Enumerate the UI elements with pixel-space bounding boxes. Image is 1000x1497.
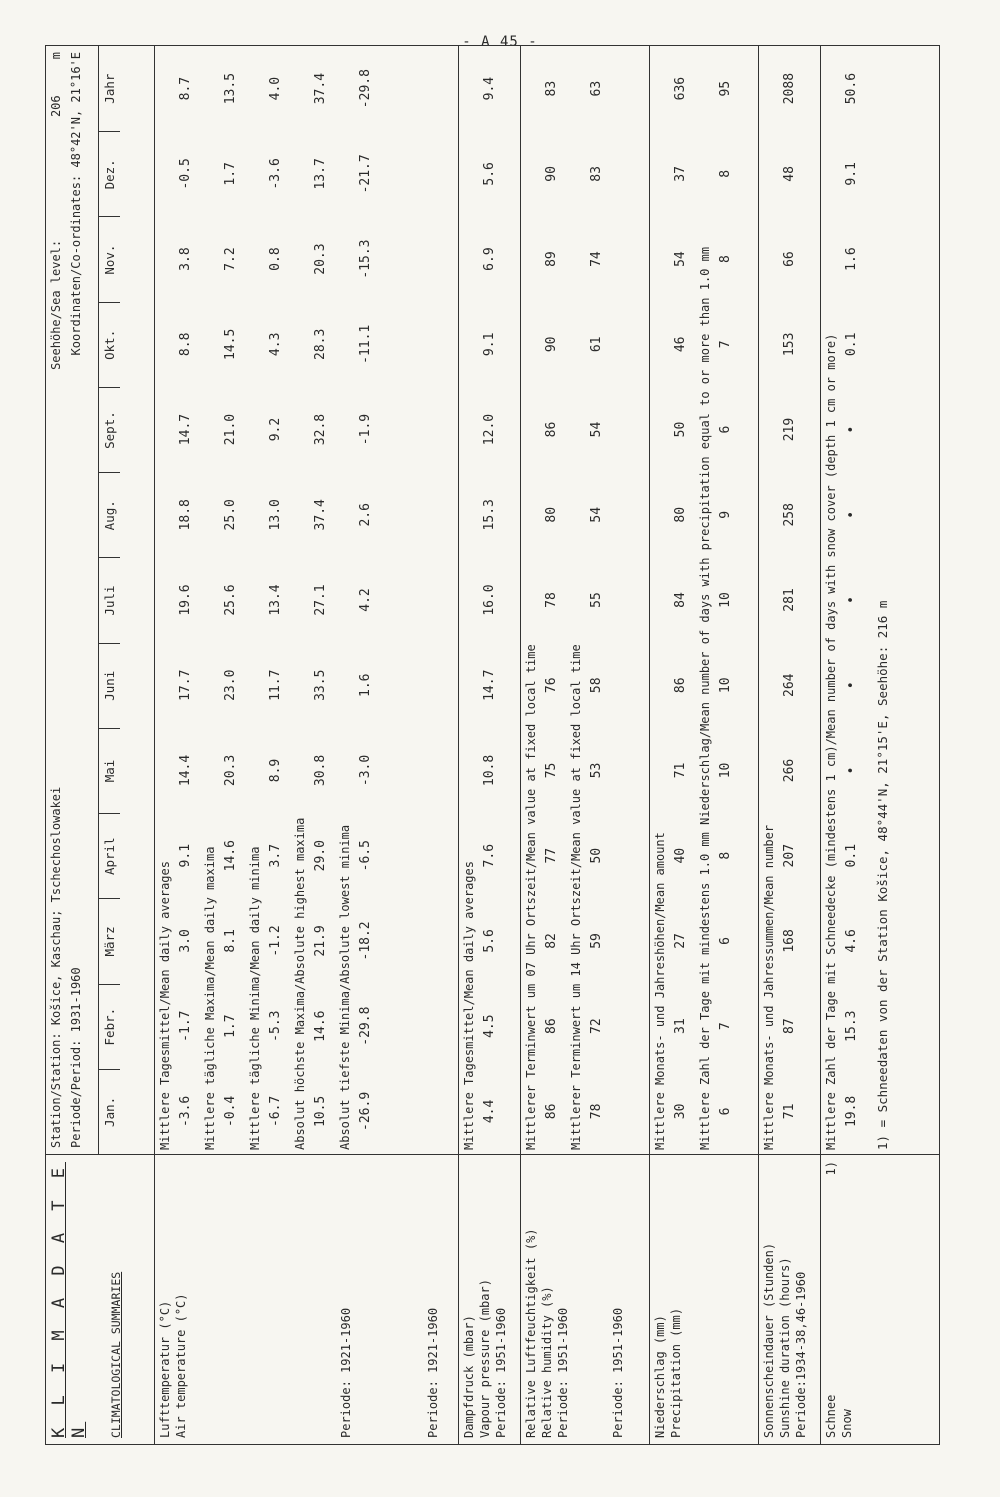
row-caption: Mittlere Tagesmittel/Mean daily averages	[157, 861, 172, 1150]
value-cell: 84	[673, 592, 689, 608]
snow-data	[821, 46, 940, 1155]
value-cell: 30.8	[312, 754, 328, 787]
sunshine-period: Periode:1934-38,46-1960	[793, 1271, 808, 1438]
value-row	[712, 46, 743, 1154]
value-cell: 31	[673, 1018, 689, 1034]
value-cell: 3.7	[267, 843, 283, 868]
value-cell: -0.4	[222, 1095, 238, 1128]
row-caption: Mittlere tägliche Maxima/Mean daily maxima	[202, 846, 217, 1150]
value-cell: 25.6	[222, 584, 238, 616]
value-cell: 207	[781, 843, 797, 868]
value-cell: 9.1	[177, 843, 193, 868]
value-cell: 50	[589, 847, 605, 864]
value-cell: 8	[718, 255, 734, 263]
value-cell: 1.6	[844, 247, 860, 271]
value-cell: -26.9	[357, 1091, 373, 1131]
value-cell: 4.0	[267, 76, 283, 101]
value-cell: 74	[589, 251, 605, 267]
value-cell: -1.7	[177, 1010, 193, 1042]
vapour-label-en: Vapour pressure (mbar)	[477, 1279, 492, 1438]
value-row	[262, 46, 293, 1154]
value-cell: 219	[781, 417, 797, 442]
title-cell	[46, 1155, 155, 1445]
value-cell: 1.6	[357, 673, 373, 697]
value-cell: 95	[718, 80, 734, 97]
value-cell: 89	[544, 251, 560, 267]
page-number: - A 45 -	[462, 34, 538, 50]
value-cell: 1.7	[222, 162, 238, 186]
value-cell: 3.0	[177, 929, 193, 953]
value-cell: 66	[781, 251, 797, 267]
value-cell: 86	[544, 421, 560, 438]
value-cell: 82	[544, 933, 560, 949]
value-cell: 7	[718, 340, 734, 349]
snow-label-en: Snow	[840, 1409, 855, 1438]
sea-level-unit: m	[49, 52, 63, 60]
value-row	[667, 46, 698, 1154]
value-cell: -6.7	[267, 1095, 283, 1128]
value-cell: 7	[718, 1022, 734, 1031]
temp-period-b: Periode: 1921-1960	[425, 1307, 440, 1438]
value-cell: 14.7	[481, 669, 497, 701]
value-cell: -1.2	[267, 925, 283, 957]
value-cell: •	[844, 681, 860, 690]
value-cell: 12.0	[481, 413, 497, 446]
temp-label-en: Air temperature (°C)	[173, 1293, 188, 1438]
row-caption: Mittlerer Terminwert um 14 Uhr Ortszeit/Mean value at fixed local time	[569, 644, 584, 1150]
value-cell: 10	[718, 592, 734, 608]
vapour-data	[458, 46, 520, 1155]
value-cell: 8.9	[267, 758, 283, 783]
value-cell: 14.5	[222, 328, 238, 360]
value-cell: 16.0	[481, 584, 497, 616]
value-cell: 7.2	[222, 247, 238, 271]
value-cell: 10	[718, 677, 734, 694]
value-cell: 13.7	[312, 158, 328, 190]
sea-level-label: Seehöhe/Sea level:	[49, 239, 63, 370]
value-cell: 168	[781, 929, 797, 953]
humidity-period-a: Periode: 1951-1960	[556, 1307, 571, 1438]
value-cell: 90	[544, 166, 560, 182]
value-cell: 32.8	[312, 413, 328, 446]
value-row	[838, 46, 869, 1154]
value-cell: -3.6	[267, 158, 283, 190]
value-row	[538, 46, 569, 1154]
value-cell: 14.7	[177, 413, 193, 446]
value-cell: 58	[589, 677, 605, 694]
value-cell: 10	[718, 762, 734, 779]
climate-table-sheet	[45, 45, 940, 1445]
value-cell: •	[844, 425, 860, 434]
temp-label-de: Lufttemperatur (°C)	[157, 1300, 172, 1438]
value-cell: •	[844, 766, 860, 775]
value-cell: 63	[589, 80, 605, 97]
value-cell: 75	[544, 762, 560, 779]
value-cell: 1.7	[222, 1014, 238, 1038]
value-cell: 14.6	[312, 1010, 328, 1042]
value-cell: 11.7	[267, 669, 283, 701]
month-label: Juli	[99, 557, 120, 642]
month-label: Sept.	[99, 387, 120, 472]
temperature-label-cell	[154, 1155, 458, 1445]
value-cell: 27	[673, 933, 689, 949]
value-row	[352, 46, 383, 1154]
value-cell: 83	[589, 166, 605, 182]
value-cell: 4.3	[267, 332, 283, 357]
row-caption: Absolut höchste Maxima/Absolute highest maxima	[292, 817, 307, 1150]
row-caption: Mittlere Zahl der Tage mit mindestens 1.0 mm Niederschlag/Mean number of days with precipitation equal to or more than 1.0 mm	[698, 246, 713, 1150]
value-cell: 29.0	[312, 840, 328, 872]
humidity-data	[521, 46, 650, 1155]
value-cell: 54	[589, 421, 605, 438]
value-cell: 9.1	[844, 162, 860, 186]
value-cell: 5.6	[481, 162, 497, 186]
value-cell: 76	[544, 677, 560, 694]
value-cell: 9.4	[481, 76, 497, 101]
value-cell: 54	[589, 506, 605, 523]
value-cell: 9	[718, 510, 734, 519]
value-cell: 40	[673, 847, 689, 864]
value-cell: 13.4	[267, 584, 283, 616]
climate-table	[45, 45, 940, 1445]
value-row	[476, 46, 507, 1154]
value-cell: 71	[781, 1103, 797, 1120]
value-cell: 4.5	[481, 1014, 497, 1038]
value-cell: 266	[781, 758, 797, 783]
value-cell: 6	[718, 937, 734, 945]
value-cell: 21.9	[312, 925, 328, 957]
value-cell: -0.5	[177, 158, 193, 190]
value-cell: 86	[544, 1018, 560, 1034]
value-row	[776, 46, 807, 1154]
value-cell: 50	[673, 421, 689, 438]
value-cell: 5.6	[481, 929, 497, 953]
value-cell: 13.5	[222, 72, 238, 105]
value-cell: 0.1	[844, 843, 860, 868]
value-cell: 27.1	[312, 584, 328, 616]
month-label: Juni	[99, 643, 120, 728]
value-cell: 3.8	[177, 247, 193, 271]
value-cell: 258	[781, 503, 797, 527]
month-label: März	[99, 898, 120, 983]
value-cell: •	[844, 510, 860, 519]
humidity-label-de: Relative Luftfeuchtigkeit (%)	[524, 1228, 539, 1438]
month-header	[98, 46, 120, 1154]
humidity-label-en: Relative humidity (%)	[540, 1286, 555, 1438]
value-cell: 13.0	[267, 499, 283, 531]
value-cell: 7.6	[481, 843, 497, 868]
value-cell: 153	[781, 332, 797, 357]
value-cell: 54	[673, 251, 689, 267]
row-caption: Mittlere Monats- und Jahressummen/Mean number	[761, 824, 776, 1150]
value-cell: 6.9	[481, 247, 497, 271]
snow-label-cell	[821, 1155, 940, 1445]
value-cell: 37.4	[312, 499, 328, 531]
value-cell: 19.6	[177, 584, 193, 616]
precip-label-cell	[650, 1155, 759, 1445]
value-cell: 78	[589, 1103, 605, 1120]
value-row	[307, 46, 338, 1154]
value-cell: 59	[589, 933, 605, 949]
sunshine-data	[758, 46, 820, 1155]
value-cell: 21.0	[222, 413, 238, 446]
value-cell: -6.5	[357, 840, 373, 872]
value-cell: 4.2	[357, 588, 373, 612]
value-cell: 2.6	[357, 503, 373, 527]
value-cell: -29.8	[357, 69, 373, 109]
temp-period-a: Periode: 1921-1960	[338, 1307, 353, 1438]
value-cell: -29.8	[357, 1006, 373, 1046]
value-cell: 80	[544, 506, 560, 523]
value-cell: -15.3	[357, 239, 373, 279]
month-label: Aug.	[99, 472, 120, 557]
value-cell: 10.5	[312, 1095, 328, 1128]
precip-label-en: Precipitation (mm)	[669, 1307, 684, 1438]
value-row	[217, 46, 248, 1154]
value-cell: 14.4	[177, 754, 193, 787]
value-cell: 8.7	[177, 76, 193, 101]
value-cell: -3.6	[177, 1095, 193, 1128]
value-cell: 9.2	[267, 417, 283, 442]
value-cell: 37.4	[312, 72, 328, 105]
document-subtitle: CLIMATOLOGICAL SUMMARIES	[109, 1271, 123, 1438]
value-cell: -11.1	[357, 324, 373, 364]
vapour-label-de: Dampfdruck (mbar)	[461, 1315, 476, 1438]
value-cell: 8.8	[177, 332, 193, 357]
row-caption: Mittlere Zahl der Tage mit Schneedecke (mindestens 1 cm)/Mean number of days with snow cover (depth 1 cm or more)	[824, 333, 839, 1150]
period-value: 1931-1960	[69, 967, 83, 1033]
value-cell: 90	[544, 336, 560, 353]
row-caption: Mittlere Tagesmittel/Mean daily averages	[461, 861, 476, 1150]
value-row	[172, 46, 203, 1154]
value-row	[583, 46, 614, 1154]
value-cell: 55	[589, 592, 605, 608]
value-cell: 18.8	[177, 499, 193, 531]
station-header	[46, 46, 155, 1155]
value-cell: 30	[673, 1103, 689, 1120]
station-label: Station/Station:	[49, 1032, 63, 1148]
month-label: April	[99, 813, 120, 898]
sea-level-value: 206	[49, 95, 63, 118]
value-cell: 264	[781, 673, 797, 697]
value-cell: 15.3	[844, 1010, 860, 1042]
sunshine-label-en: Sunshine duration (hours)	[777, 1257, 792, 1438]
month-label: Dez.	[99, 131, 120, 216]
document-title: K L I M A D A T E N	[49, 1162, 89, 1438]
value-cell: 37	[673, 166, 689, 182]
value-cell: 46	[673, 336, 689, 353]
value-cell: 25.0	[222, 499, 238, 531]
row-caption: Absolut tiefste Minima/Absolute lowest minima	[337, 824, 352, 1150]
value-cell: 80	[673, 506, 689, 523]
humidity-label-cell	[521, 1155, 650, 1445]
month-label: Okt.	[99, 302, 120, 387]
value-cell: 6	[718, 425, 734, 434]
temperature-data	[154, 46, 458, 1155]
value-cell: 19.8	[844, 1095, 860, 1128]
value-cell: 33.5	[312, 669, 328, 701]
value-cell: -5.3	[267, 1010, 283, 1042]
value-cell: 8.1	[222, 929, 238, 953]
value-cell: 4.4	[481, 1099, 497, 1124]
row-caption: Mittlere tägliche Minima/Mean daily minima	[247, 846, 262, 1150]
value-cell: 8	[718, 851, 734, 860]
value-cell: 2088	[781, 72, 797, 105]
value-cell: 636	[673, 76, 689, 101]
value-cell: -18.2	[357, 921, 373, 961]
value-cell: 281	[781, 588, 797, 612]
value-cell: 0.8	[267, 247, 283, 271]
value-cell: 77	[544, 847, 560, 864]
value-cell: 50.6	[844, 72, 860, 105]
row-caption: Mittlere Monats- und Jahreshöhen/Mean amount	[653, 832, 668, 1150]
value-cell: -3.0	[357, 754, 373, 787]
station-value: Košice, Kaschau; Tschechoslowakei	[49, 786, 63, 1026]
value-cell: 6	[718, 1107, 734, 1116]
snow-label-de: Schnee	[824, 1394, 839, 1438]
month-label: Jan.	[99, 1069, 120, 1154]
sunshine-label-de: Sonnenscheindauer (Stunden)	[761, 1242, 776, 1438]
value-cell: 28.3	[312, 328, 328, 360]
month-label: Febr.	[99, 984, 120, 1069]
vapour-period: Periode: 1951-1960	[493, 1307, 508, 1438]
value-cell: 10.8	[481, 754, 497, 787]
value-cell: 8	[718, 169, 734, 178]
value-cell: 23.0	[222, 669, 238, 701]
value-cell: 61	[589, 336, 605, 353]
coords-value: 48°42'N, 21°16'E	[69, 52, 83, 168]
value-cell: 53	[589, 762, 605, 779]
value-cell: -21.7	[357, 154, 373, 194]
humidity-period-b: Periode: 1951-1960	[611, 1307, 626, 1438]
vapour-label-cell	[458, 1155, 520, 1445]
value-cell: 78	[544, 592, 560, 608]
month-label: Jahr	[102, 73, 117, 104]
value-cell: 71	[673, 762, 689, 779]
value-cell: -1.9	[357, 413, 373, 446]
sunshine-label-cell	[758, 1155, 820, 1445]
value-cell: 9.1	[481, 332, 497, 357]
value-cell: •	[844, 596, 860, 604]
value-cell: 72	[589, 1018, 605, 1034]
coords-label: Koordinaten/Co-ordinates:	[69, 174, 83, 356]
snow-footnote-mark: 1)	[824, 1161, 839, 1176]
value-cell: 86	[673, 677, 689, 694]
precip-data	[650, 46, 759, 1155]
period-label: Periode/Period:	[69, 1039, 83, 1148]
value-cell: 0.1	[844, 332, 860, 357]
value-cell: 14.6	[222, 840, 238, 872]
value-cell: 15.3	[481, 499, 497, 531]
value-cell: 83	[544, 80, 560, 97]
precip-label-de: Niederschlag (mm)	[653, 1315, 668, 1438]
value-cell: 20.3	[222, 754, 238, 787]
month-label: Mai	[99, 728, 120, 813]
value-cell: 17.7	[177, 669, 193, 701]
value-cell: 86	[544, 1103, 560, 1120]
value-cell: 48	[781, 166, 797, 182]
value-cell: 4.6	[844, 929, 860, 953]
month-label: Nov.	[99, 216, 120, 301]
row-caption: Mittlerer Terminwert um 07 Uhr Ortszeit/Mean value at fixed local time	[524, 644, 539, 1150]
snow-footnote: 1) = Schneedaten von der Station Košice, 48°44'N, 21°15'E, Seehöhe: 216 m	[875, 600, 891, 1150]
value-cell: 87	[781, 1018, 797, 1034]
value-cell: 20.3	[312, 243, 328, 275]
